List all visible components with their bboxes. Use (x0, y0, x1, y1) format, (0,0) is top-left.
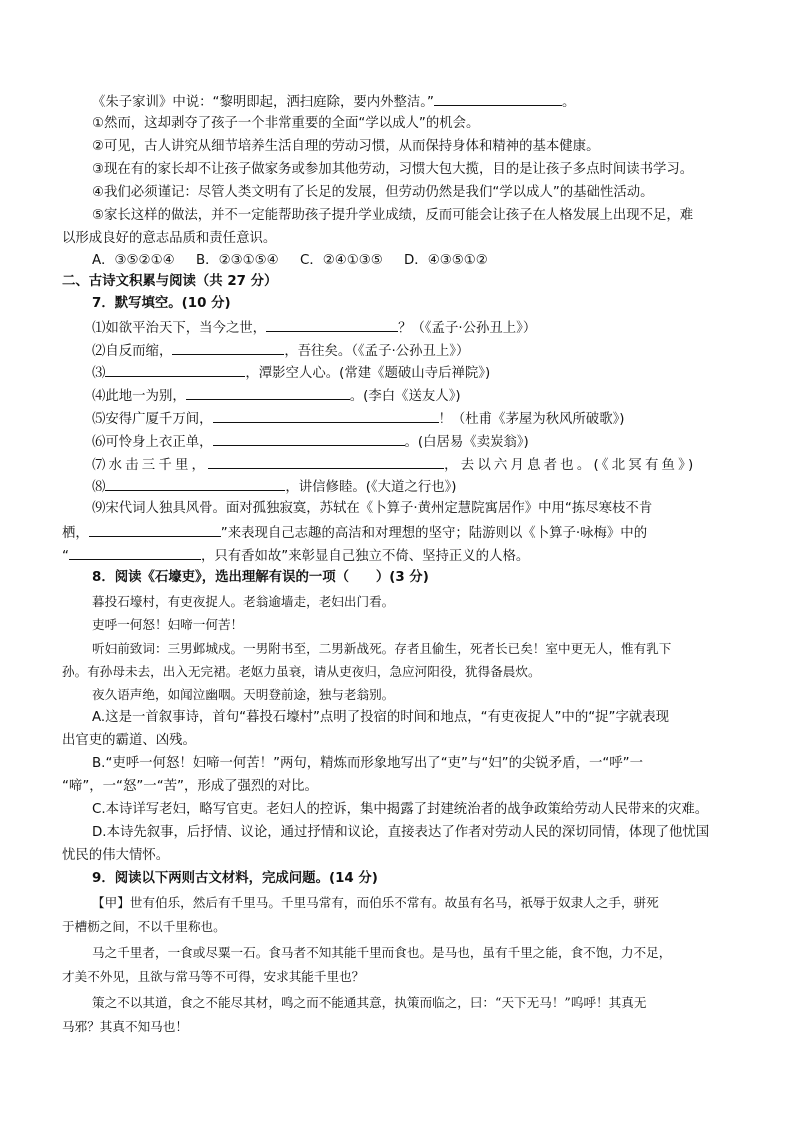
q7-line-7-source: ，去以六月息者也。(《北冥有鱼》) (444, 458, 697, 473)
q7-line-9a: ⑼宋代词人独具风骨。面对孤独寂寞，苏轼在《卜算子·黄州定慧院寓居作》中用“拣尽寒枝不肯 (92, 501, 653, 516)
q8-poem-2: 吏呼一何怒！妇啼一何苦！ (92, 617, 244, 632)
q7-blank-4[interactable] (186, 386, 350, 400)
q6-sentence-5a: ⑤家长这样的做法，并不一定能帮助孩子提升学业成绩，反而可能会让孩子在人格发展上出现不足，难 (92, 208, 694, 223)
q6-intro-end: 。 (561, 95, 576, 110)
q7-line-9b-start: 栖， (62, 526, 89, 541)
q6-sentence-3: ③现在有的家长却不让孩子做家务或参加其他劳动，习惯大包大揽，目的是让孩子多点时间读书学习。 (92, 162, 694, 177)
q6-option-c[interactable]: C．②④①③⑤ (300, 253, 383, 268)
q7-blank-9a[interactable] (89, 523, 221, 537)
q6-option-a[interactable]: A．③⑤②①④ (92, 253, 175, 268)
q8-poem-4: 夜久语声绝，如闻泣幽咽。天明登前途，独与老翁别。 (92, 687, 395, 702)
q7-line-7-text: ⑺水击三千里， (92, 458, 209, 473)
q9-jia-line-2: 于槽枥之间，不以千里称也。 (62, 919, 226, 934)
q8-option-b-line-1: B.“吏呼一何怒！妇啼一何苦！”两句，精炼而形象地写出了“吏”与“妇”的尖锐矛盾，一“呼”一 (92, 756, 644, 771)
q8-option-a-line-2: 出官吏的霸道、凶残。 (62, 733, 196, 748)
q9-jia-line-6: 马邪？其真不知马也！ (62, 1019, 188, 1034)
q8-poem-3a: 听妇前致词：三男邺城戍。一男附书至，二男新战死。存者且偷生，死者长已矣！室中更无人，惟有乳下 (92, 641, 672, 656)
q8-option-c: C.本诗详写老妇，略写官吏。老妇人的控诉，集中揭露了封建统治者的战争政策给劳动人民带来的灾难。 (92, 802, 709, 817)
q7-line-9b-text: ”来表现自己志趣的高洁和对理想的坚守；陆游则以《卜算子·咏梅》中的 (220, 526, 648, 541)
q6-intro (92, 92, 575, 112)
q7-line-2 (92, 341, 469, 361)
q7-line-8 (92, 477, 457, 497)
q7-blank-9b[interactable] (69, 546, 201, 560)
q7-blank-8[interactable] (105, 477, 285, 491)
q7-blank-3[interactable] (105, 363, 245, 377)
q8-poem-3b: 孙。有孙母未去，出入无完裙。老妪力虽衰，请从吏夜归，急应河阳役，犹得备晨炊。 (62, 664, 541, 679)
q7-line-2-text: ⑵自反而缩， (92, 344, 173, 359)
q7-line-1 (92, 318, 536, 338)
q7-line-5 (92, 409, 625, 429)
q7-line-2-source: ，吾往矣。（《孟子·公孙丑上》） (284, 344, 470, 359)
q6-answer-blank[interactable] (434, 92, 562, 106)
q7-line-6-text: ⑹可怜身上衣正单， (92, 435, 213, 450)
section-2-title: 二、古诗文积累与阅读（共 27 分） (62, 274, 278, 289)
q7-line-3-source: ，潭影空人心。(常建《题破山寺后禅院》) (245, 366, 491, 381)
q8-option-d-line-1: D.本诗先叙事，后抒情、议论，通过抒情和议论，直接表达了作者对劳动人民的深切同情，体现了他忧国 (92, 825, 710, 840)
q6-sentence-4: ④我们必须谨记：尽管人类文明有了长足的发展，但劳动仍然是我们“学以成人”的基础性活动。 (92, 185, 654, 200)
q9-jia-line-4: 才美不外见，且欲与常马等不可得，安求其能千里也？ (62, 969, 365, 984)
q7-line-8-source: ，讲信修睦。(《大道之行也》) (285, 480, 457, 495)
q9-jia-line-1: 【甲】世有伯乐，然后有千里马。千里马常有，而伯乐不常有。故虽有名马，祇辱于奴隶人之手，骈死 (92, 895, 659, 910)
q9-jia-line-3: 马之千里者，一食或尽粟一石。食马者不知其能千里而食也。是马也，虽有千里之能，食不饱，力不足， (92, 945, 672, 960)
q7-title: 7．默写填空。(10 分) (92, 296, 231, 311)
q7-line-6-source: 。(白居易《卖炭翁》) (404, 435, 529, 450)
q7-line-1-text: ⑴如欲平治天下，当今之世， (92, 321, 267, 336)
q6-sentence-5b: 以形成良好的意志品质和责任意识。 (62, 231, 277, 246)
q7-blank-6[interactable] (213, 432, 405, 446)
q7-line-4-text: ⑷此地一为别， (92, 389, 186, 404)
q6-sentence-1: ①然而，这却剥夺了孩子一个非常重要的全面“学以成人”的机会。 (92, 116, 480, 131)
q7-line-4-source: 。(李白《送友人》) (349, 389, 461, 404)
q7-blank-5[interactable] (213, 409, 439, 423)
q7-blank-7[interactable] (208, 455, 444, 469)
q6-intro-text: 《朱子家训》中说：“黎明即起，洒扫庭除，要内外整洁。” (92, 95, 434, 110)
q7-line-3-text: ⑶ (92, 366, 106, 381)
q7-line-5-text: ⑸安得广厦千万间， (92, 412, 213, 427)
q6-option-d[interactable]: D．④③⑤①② (404, 253, 488, 268)
q7-line-1-source: ？（《孟子·公孙丑上》） (398, 321, 537, 336)
q8-poem-1: 暮投石壕村，有吏夜捉人。老翁逾墙走，老妇出门看。 (92, 594, 395, 609)
q7-line-6 (92, 432, 529, 452)
q7-blank-1[interactable] (266, 318, 398, 332)
q8-option-d-line-2: 忧民的伟大情怀。 (62, 848, 170, 863)
q8-option-a-line-1: A.这是一首叙事诗，首句“暮投石壕村”点明了投宿的时间和地点，“有吏夜捉人”中的“捉”字就表现 (92, 710, 670, 725)
q6-options (92, 252, 488, 270)
q9-jia-line-5: 策之不以其道，食之不能尽其材，鸣之而不能通其意，执策而临之，曰：“天下无马！”呜呼！其真无 (92, 995, 647, 1010)
q9-title: 9．阅读以下两则古文材料，完成问题。(14 分) (92, 871, 378, 886)
q6-option-b[interactable]: B．②③①⑤④ (196, 253, 279, 268)
q8-title: 8．阅读《石壕吏》，选出理解有误的一项（ ）(3 分) (92, 570, 429, 585)
q7-line-4 (92, 386, 461, 406)
q7-line-9b (62, 523, 647, 543)
q6-sentence-2: ②可见，古人讲究从细节培养生活自理的劳动习惯，从而保持身体和精神的基本健康。 (92, 139, 600, 154)
q7-blank-2[interactable] (172, 341, 284, 355)
q7-line-9c (62, 546, 529, 566)
q7-line-5-source: ！（杜甫《茅屋为秋风所破歌》) (438, 412, 625, 427)
q7-line-7 (92, 455, 696, 475)
q7-line-8-text: ⑻ (92, 480, 106, 495)
q8-option-b-line-2: “啼”，一“怒”一“苦”，形成了强烈的对比。 (62, 779, 318, 794)
q7-line-3 (92, 363, 490, 383)
q7-line-9c-quote: “ (62, 549, 69, 564)
q7-line-9c-text: ，只有香如故”来彰显自己独立不倚、坚持正义的人格。 (200, 549, 530, 564)
